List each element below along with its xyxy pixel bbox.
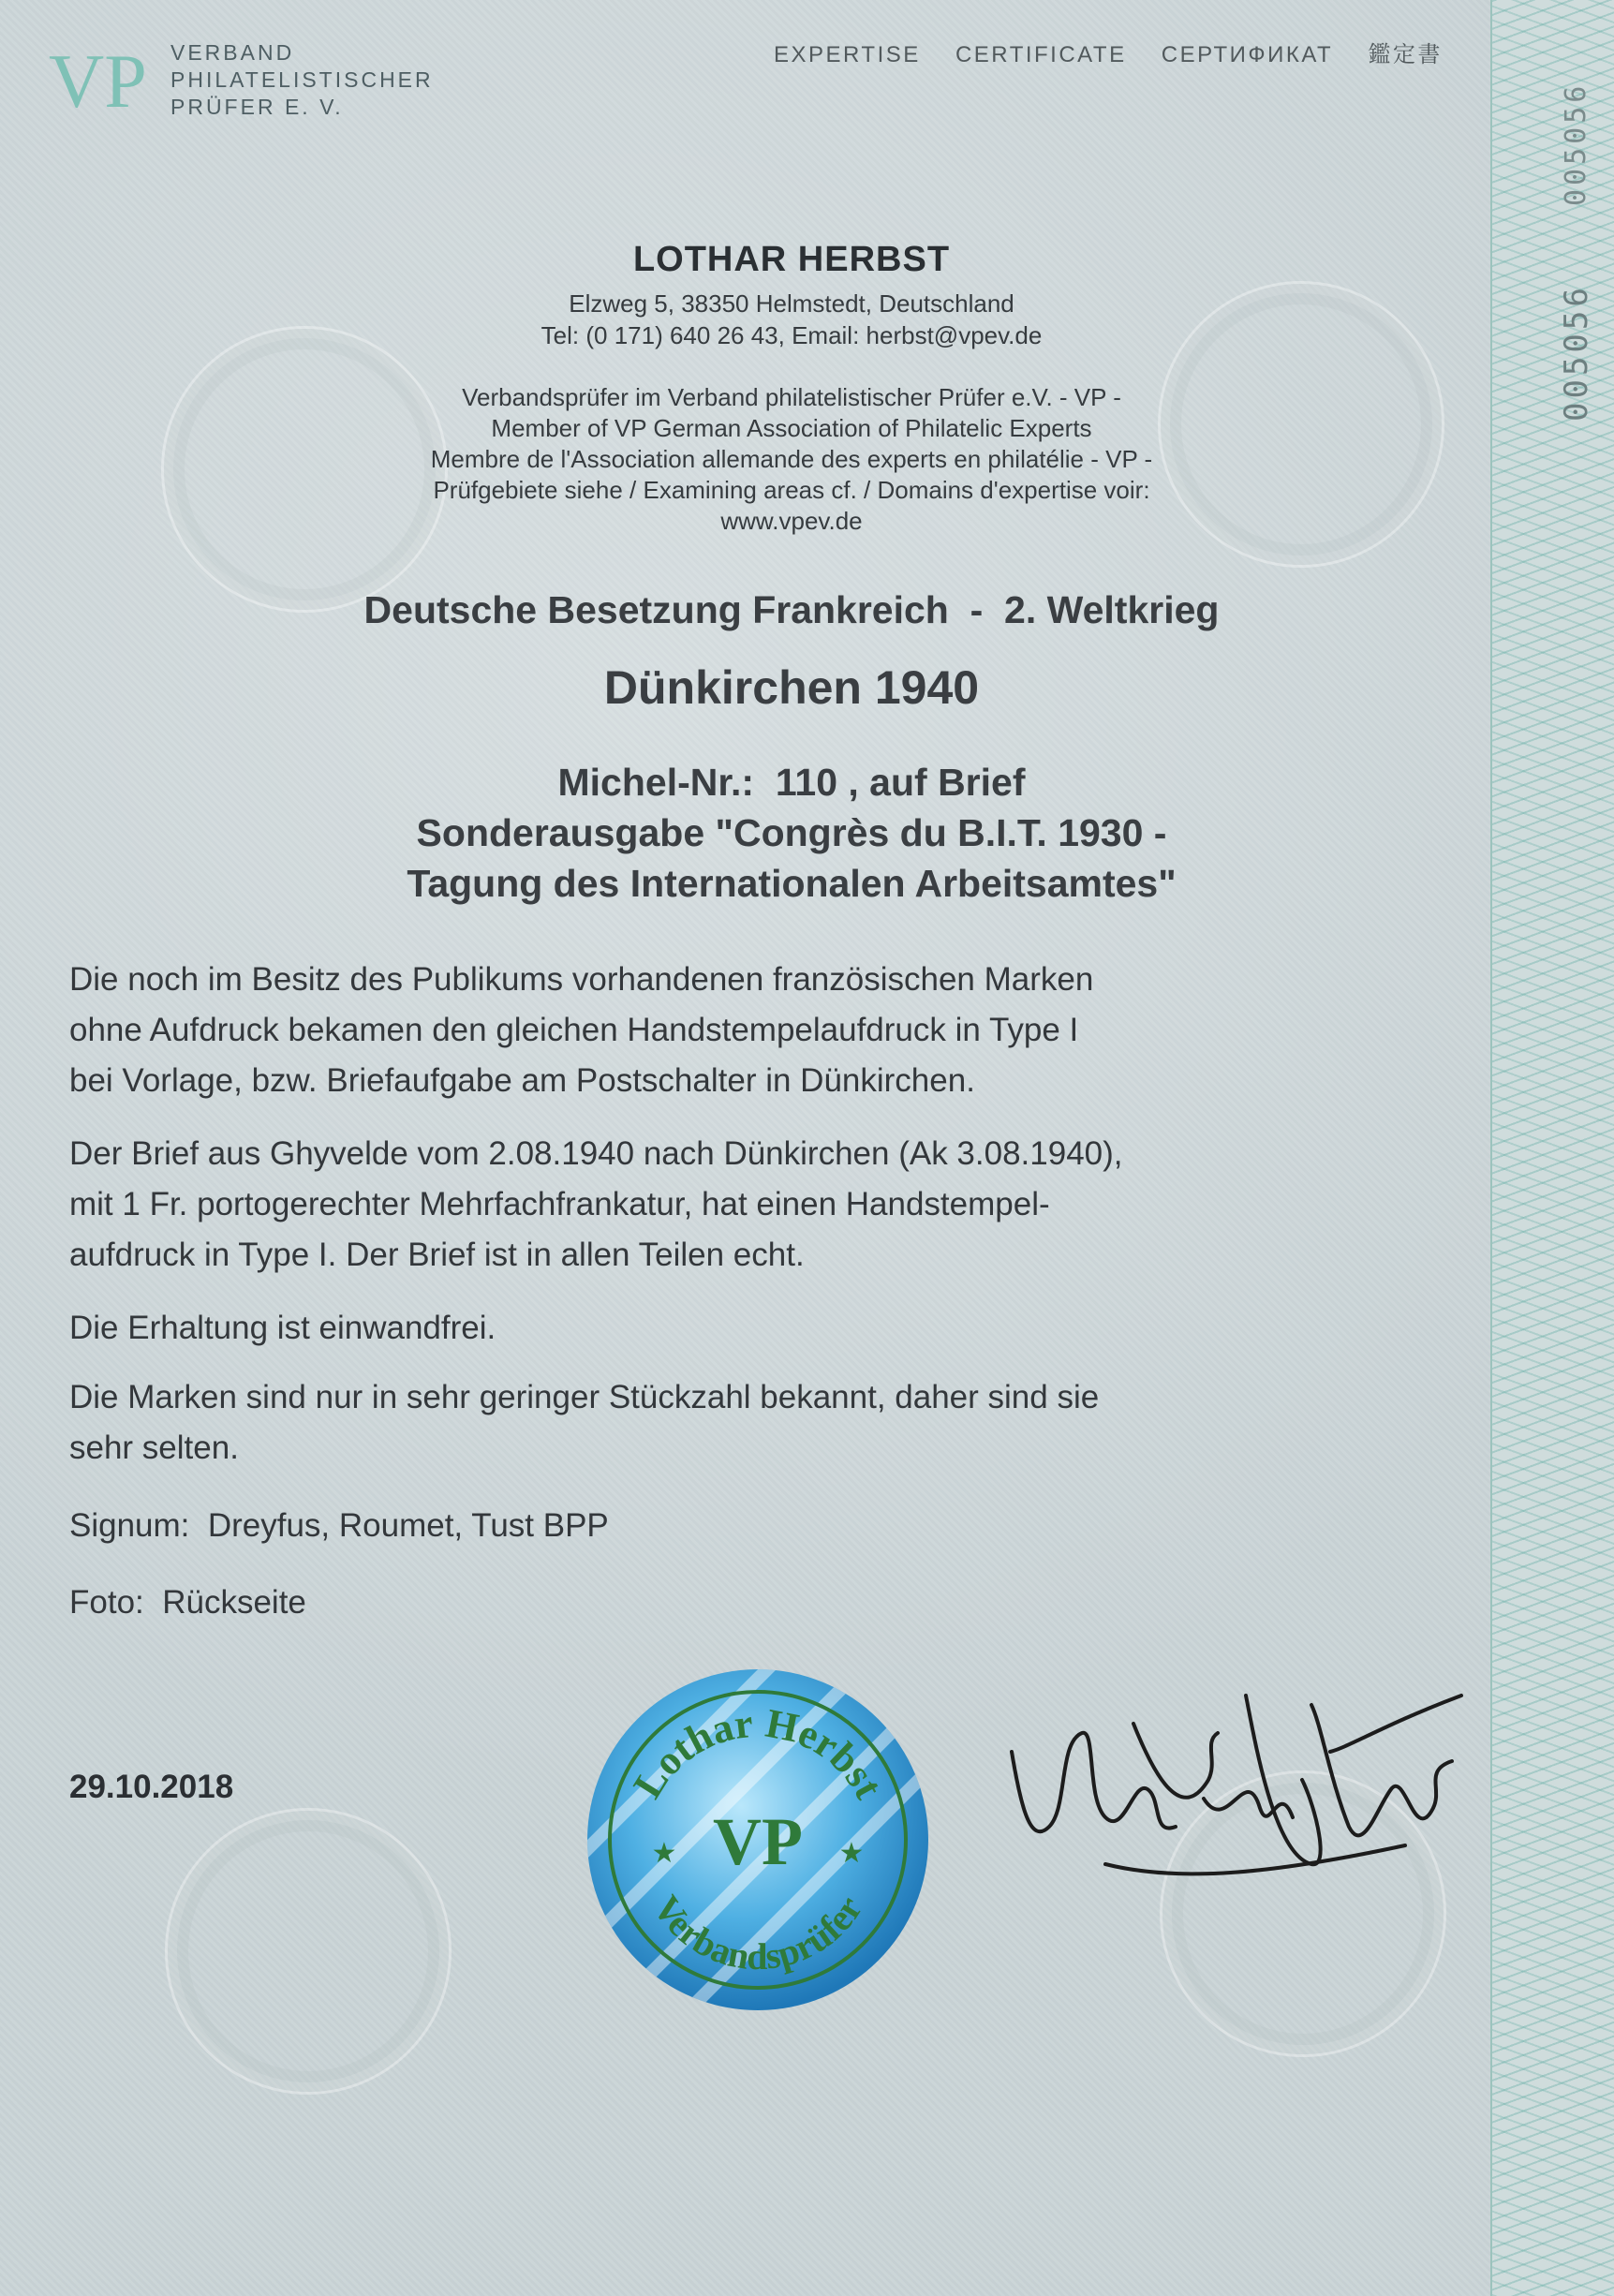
signum-line: Signum: Dreyfus, Roumet, Tust BPP: [69, 1507, 609, 1544]
embossed-stamp: [165, 1808, 452, 2095]
membership-line: Prüfgebiete siehe / Examining areas cf. / Domains d'expertise voir:: [433, 476, 1150, 504]
paragraph-line: Die noch im Besitz des Publikums vorhandenen französischen Marken: [69, 961, 1094, 998]
seal-center-text: VP: [713, 1804, 803, 1879]
paragraph-condition: Die Erhaltung ist einwandfrei.: [69, 1310, 496, 1346]
paragraph-letter: [69, 1129, 1123, 1281]
subject-title: Dünkirchen 1940: [603, 661, 980, 714]
paragraph-line: Der Brief aus Ghyvelde vom 2.08.1940 nach Dünkirchen (Ak 3.08.1940),: [69, 1135, 1123, 1172]
expert-address-block: [0, 288, 1583, 351]
special-issue-line: Tagung des Internationalen Arbeitsamtes": [407, 862, 1177, 905]
membership-block: [0, 382, 1583, 537]
seal-bottom-text: Verbandsprüfer: [644, 1888, 871, 1978]
label-certificate-ru: СЕРТИФИКАТ: [1161, 42, 1334, 67]
special-issue-line: Sonderausgabe "Congrès du B.I.T. 1930 -: [416, 811, 1167, 854]
membership-line: Membre de l'Association allemande des experts en philatélie - VP -: [430, 445, 1153, 473]
paragraph-overprint: [69, 955, 1093, 1106]
subject-details: [0, 757, 1583, 909]
foto-line: Foto: Rückseite: [69, 1584, 306, 1621]
association-name: [170, 39, 434, 121]
membership-line: Member of VP German Association of Philatelic Experts: [491, 414, 1092, 442]
paragraph-line: ohne Aufdruck bekamen den gleichen Handstempelaufdruck in Type I: [69, 1012, 1079, 1048]
paragraph-line: mit 1 Fr. portogerechter Mehrfachfrankatur, hat einen Handstempel-: [69, 1186, 1050, 1222]
certificate-date: 29.10.2018: [69, 1769, 234, 1805]
star-icon: ★: [838, 1838, 865, 1869]
vp-logo-text: VP: [49, 39, 147, 124]
michel-number: Michel-Nr.: 110 , auf Brief: [557, 761, 1026, 804]
subject-heading: Deutsche Besetzung Frankreich - 2. Weltkrieg: [363, 588, 1220, 631]
handwritten-signature: [993, 1667, 1480, 1911]
star-icon: ★: [651, 1838, 677, 1869]
certificate-labels: [774, 36, 1443, 68]
paragraph-rarity: [69, 1372, 1099, 1474]
seal-top-text: Lothar Herbst: [624, 1699, 893, 1806]
membership-line: Verbandsprüfer im Verband philatelistischer Prüfer e.V. - VP -: [462, 383, 1121, 411]
serial-number-stamp: 005056: [1560, 81, 1592, 206]
hologram-seal: [584, 1666, 932, 2014]
paragraph-line: bei Vorlage, bzw. Briefaufgabe am Postschalter in Dünkirchen.: [69, 1062, 975, 1099]
association-line: PRÜFER E. V.: [170, 95, 344, 119]
label-expertise: EXPERTISE: [774, 42, 921, 67]
label-certificate-jp: 鑑定書: [1368, 41, 1443, 67]
paragraph-line: Die Marken sind nur in sehr geringer Stückzahl bekannt, daher sind sie: [69, 1379, 1100, 1415]
expert-address: Elzweg 5, 38350 Helmstedt, Deutschland: [569, 289, 1014, 318]
expert-contact: Tel: (0 171) 640 26 43, Email: herbst@vpev.de: [540, 321, 1043, 349]
label-certificate: CERTIFICATE: [955, 42, 1127, 67]
membership-website: www.vpev.de: [720, 507, 863, 535]
vp-logo: [49, 39, 152, 124]
paragraph-line: sehr selten.: [69, 1429, 239, 1466]
association-line: VERBAND: [170, 40, 295, 65]
expert-name: LOTHAR HERBST: [632, 240, 951, 279]
paragraph-line: aufdruck in Type I. Der Brief ist in allen Teilen echt.: [69, 1237, 805, 1273]
serial-number-print: 005056: [1558, 284, 1595, 422]
association-line: PHILATELISTISCHER: [170, 67, 434, 92]
